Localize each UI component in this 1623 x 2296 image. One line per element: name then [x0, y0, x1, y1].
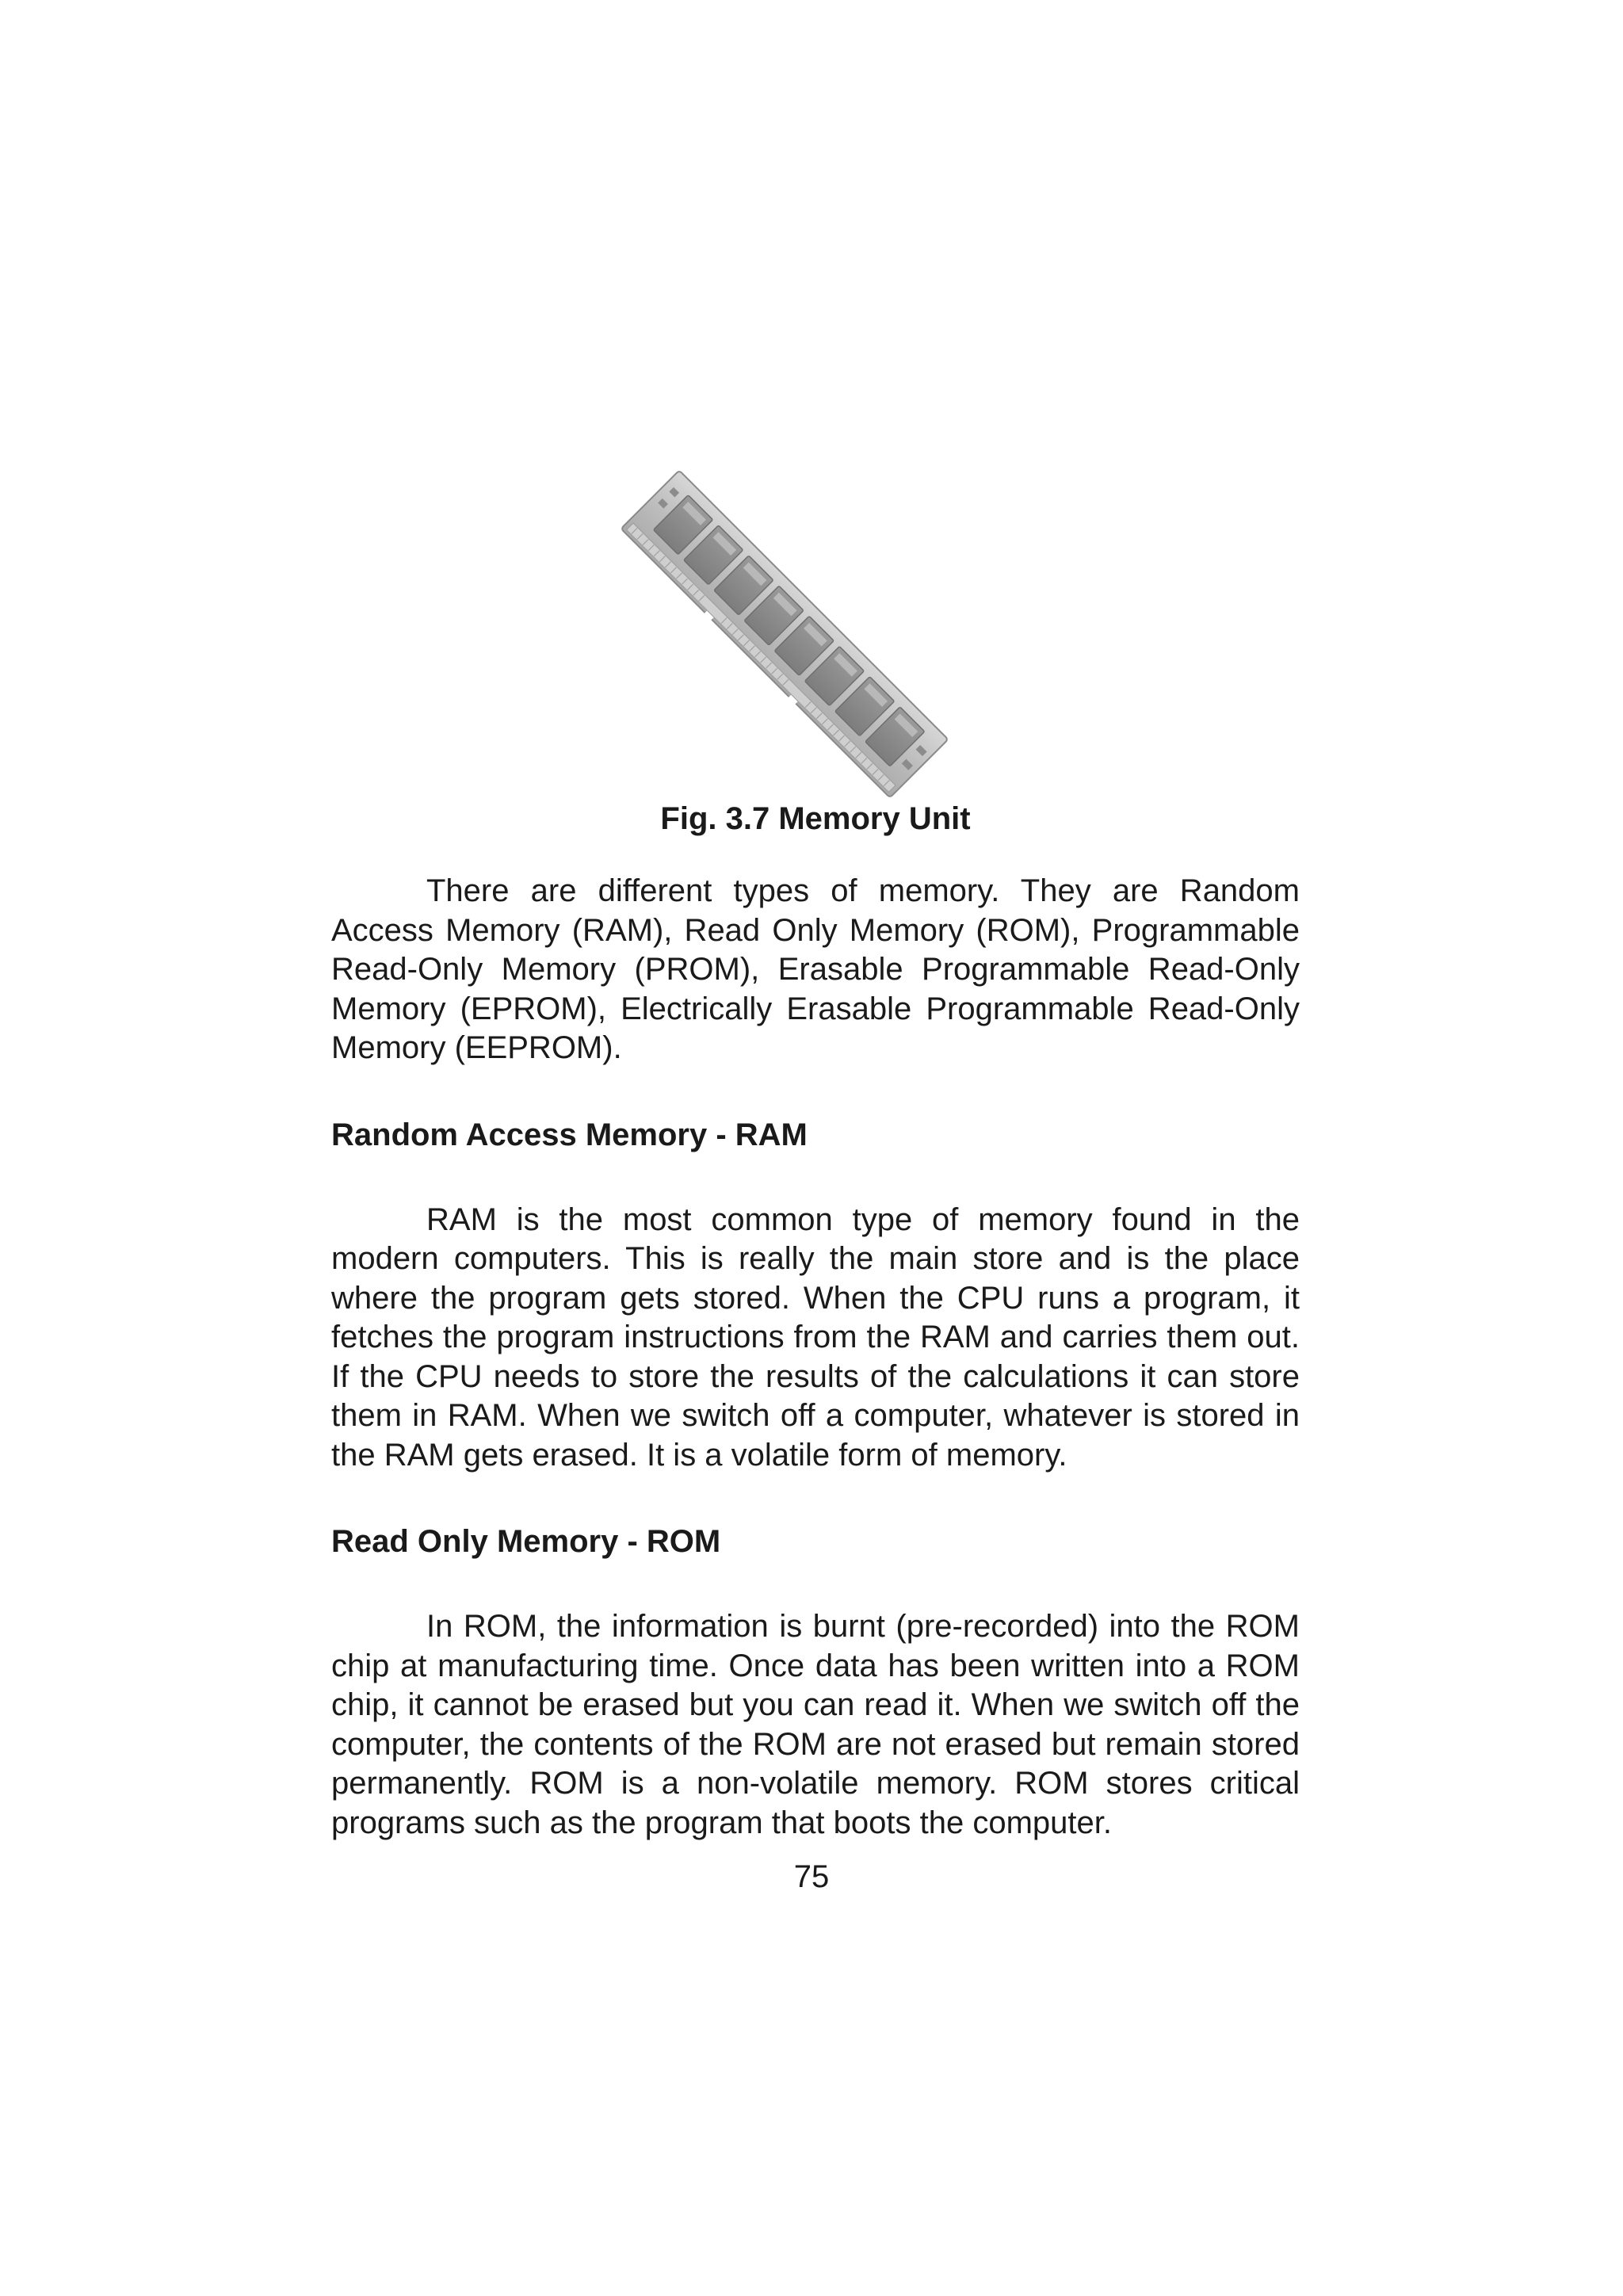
- rom-heading: Read Only Memory - ROM: [331, 1524, 721, 1559]
- memory-module-image: [610, 468, 959, 800]
- page-number: 75: [793, 1859, 830, 1894]
- ram-paragraph: RAM is the most common type of memory found in the modern computers. This is really the main store and is the place where the program gets stored. When the CPU runs a program, it fetches the program instructions from the RAM and carries them out. If the CPU needs to store the results of the calculations it can store them in RAM. When we switch off a computer, whatever is stored in the RAM gets erased. It is a volatile form of memory.: [331, 1201, 1300, 1473]
- figure-caption: Fig. 3.7 Memory Unit: [660, 801, 971, 836]
- ram-heading: Random Access Memory - RAM: [331, 1117, 808, 1152]
- body-text: [331, 872, 1300, 1843]
- intro-paragraph: There are different types of memory. They are Random Access Memory (RAM), Read Only Memory (ROM), Programmable Read-Only Memory (PROM), Erasable Programmable Read-Only Memory (EPROM), Electrically Erasable Programmable Read-Only Memory (EEPROM).: [331, 873, 1300, 1065]
- rom-paragraph: In ROM, the information is burnt (pre-recorded) into the ROM chip at manufacturing time. Once data has been written into a ROM chip, it cannot be erased but you can read it. When we switch off the computer, the contents of the ROM are not erased but remain stored permanently. ROM is a non-volatile memory. ROM stores critical programs such as the program that boots the computer.: [331, 1609, 1300, 1840]
